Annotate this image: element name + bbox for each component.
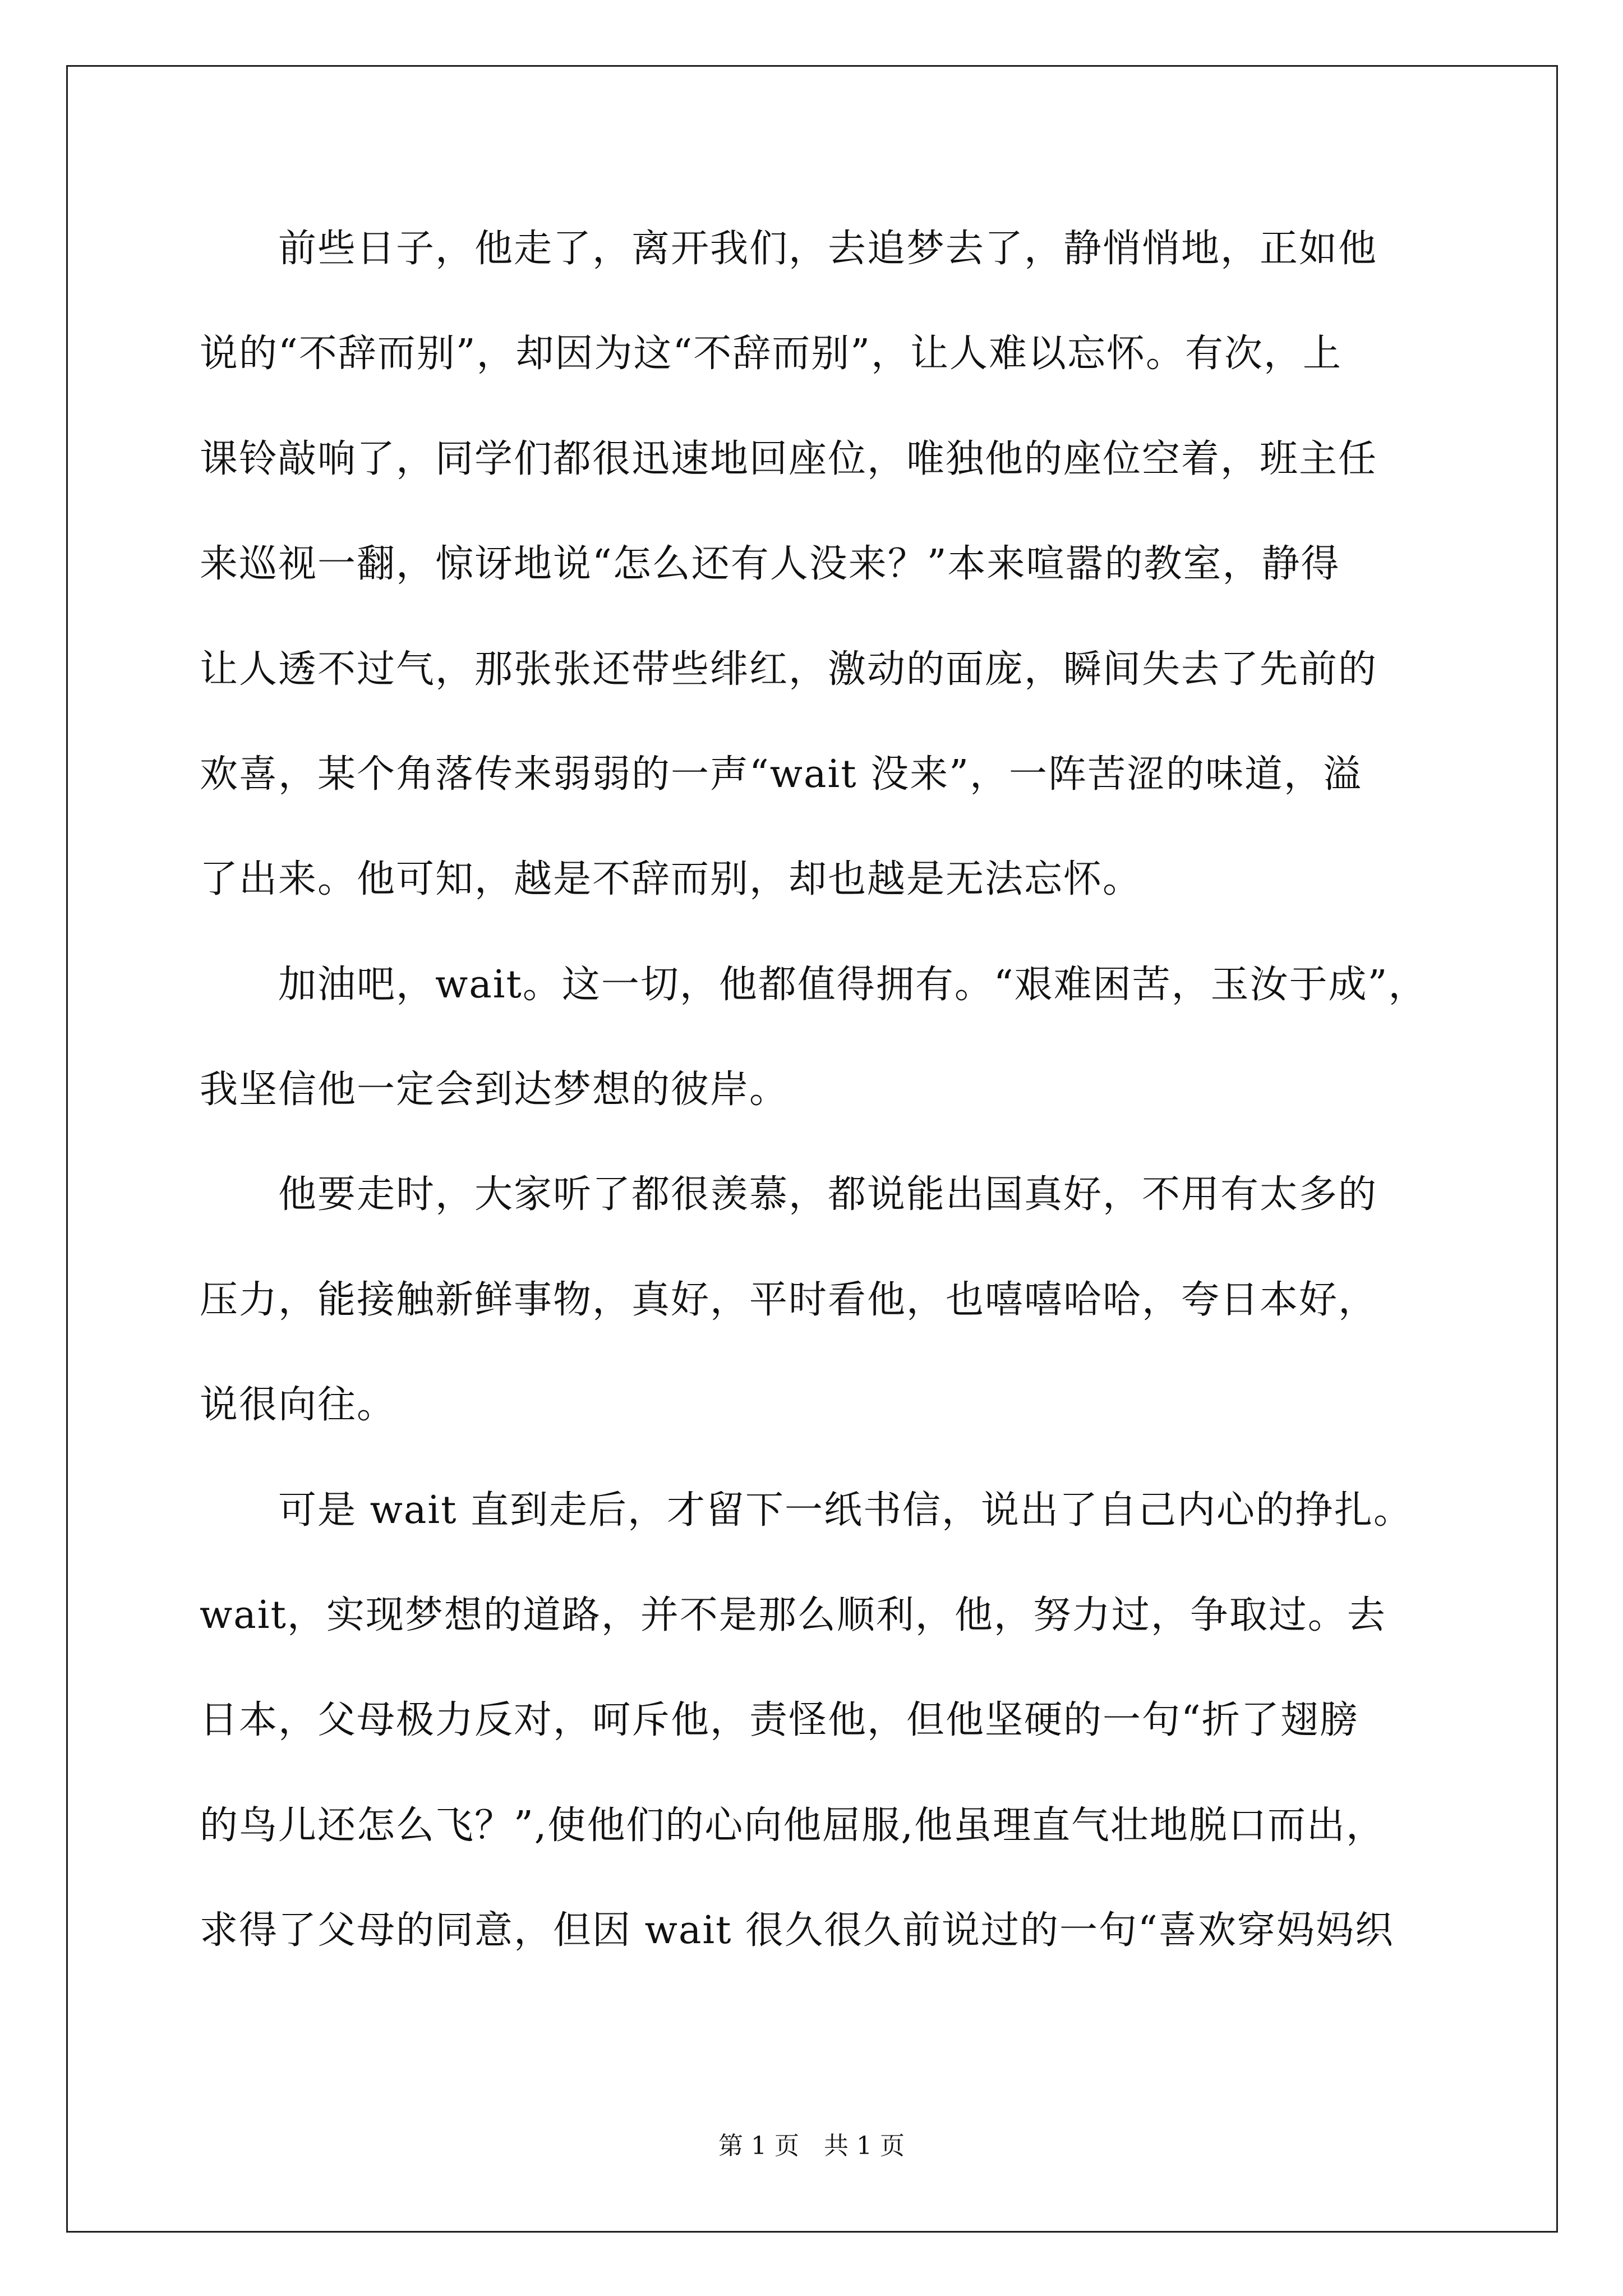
- text-line: 的鸟儿还怎么飞？”,使他们的心向他屈服,他虽理直气壮地脱口而出，: [200, 1803, 1385, 1848]
- page-footer: [0, 2129, 1623, 2163]
- text-line: wait，实现梦想的道路，并不是那么顺利，他，努力过，争取过。去: [200, 1593, 1386, 1637]
- page-total: 共 1 页: [824, 2132, 905, 2160]
- text-line: 求得了父母的同意，但因 wait 很久很久前说过的一句“喜欢穿妈妈织: [200, 1908, 1394, 1953]
- text-line: 加油吧，wait。这一切，他都值得拥有。“艰难困苦，玉汝于成”，: [200, 963, 1428, 1007]
- text-line: 日本，父母极力反对，呵斥他，责怪他，但他坚硬的一句“折了翅膀: [200, 1698, 1359, 1742]
- page-number: 第 1 页: [718, 2132, 799, 2160]
- text-line: 让人透不过气，那张张还带些绯红，激动的面庞，瞬间失去了先前的: [200, 647, 1378, 692]
- text-line: 了出来。他可知，越是不辞而别，却也越是无法忘怀。: [200, 857, 1142, 901]
- text-line: 来巡视一翻，惊讶地说“怎么还有人没来？”本来喧嚣的教室，静得: [200, 542, 1340, 586]
- text-line: 压力，能接触新鲜事物，真好，平时看他，也嘻嘻哈哈，夸日本好，: [200, 1278, 1378, 1322]
- text-line: 他要走时，大家听了都很羡慕，都说能出国真好，不用有太多的: [200, 1172, 1378, 1217]
- text-line: 前些日子，他走了，离开我们，去追梦去了，静悄悄地，正如他: [200, 227, 1378, 271]
- text-line: 说的“不辞而别”，却因为这“不辞而别”，让人难以忘怀。有次，上: [200, 332, 1343, 376]
- text-line: 我坚信他一定会到达梦想的彼岸。: [200, 1068, 789, 1112]
- text-line: 可是 wait 直到走后，才留下一纸书信，说出了自己内心的挣扎。: [200, 1488, 1413, 1533]
- text-line: 课铃敲响了，同学们都很迅速地回座位，唯独他的座位空着，班主任: [200, 437, 1378, 481]
- text-line: 欢喜，某个角落传来弱弱的一声“wait 没来”，一阵苦涩的味道，溢: [200, 752, 1362, 797]
- text-line: 说很向往。: [200, 1383, 396, 1427]
